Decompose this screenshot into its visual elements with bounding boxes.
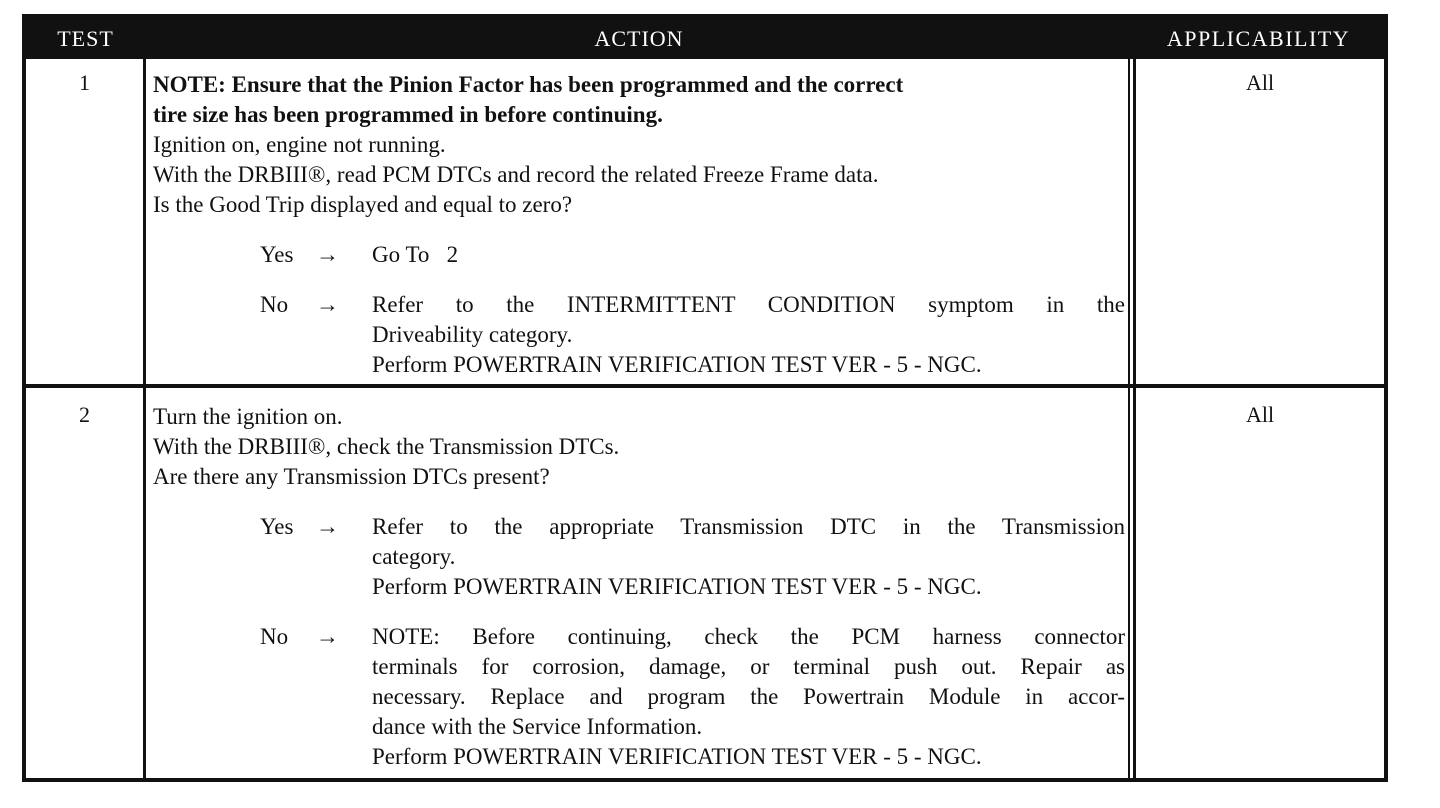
- applicability-1: All: [1245, 70, 1275, 95]
- no-label: No: [260, 624, 289, 649]
- arrow-icon: →: [316, 242, 339, 267]
- note-line: tire size has been programmed in before continuing.: [153, 102, 663, 127]
- action-cell-1: [153, 70, 1125, 380]
- header-test: TEST: [57, 26, 114, 51]
- yes-response: [260, 512, 1125, 602]
- arrow-icon: →: [316, 624, 339, 649]
- column-divider: [143, 59, 146, 782]
- response-line: Driveability category.: [372, 322, 573, 347]
- question-line: Are there any Transmission DTCs present?: [153, 464, 550, 489]
- response-line: Refer to the INTERMITTENT CONDITION symptom in the: [372, 292, 1125, 317]
- response-line: Go To 2: [372, 242, 459, 267]
- response-line: dance with the Service Information.: [372, 714, 703, 739]
- instruction-line: With the DRBIII®, read PCM DTCs and record the related Freeze Frame data.: [153, 162, 879, 187]
- response-line: necessary. Replace and program the Powertrain Module in accor-: [372, 684, 1125, 709]
- header-action: ACTION: [594, 26, 684, 51]
- response-line: terminals for corrosion, damage, or terminal push out. Repair as: [372, 654, 1125, 679]
- instruction-line: With the DRBIII®, check the Transmission DTCs.: [153, 434, 620, 459]
- column-divider: [1128, 59, 1130, 782]
- arrow-icon: →: [316, 292, 339, 317]
- row-divider: [26, 384, 1384, 388]
- no-response: [260, 622, 1125, 772]
- yes-label: Yes: [260, 514, 294, 539]
- test-number-1: 1: [79, 70, 90, 95]
- response-line: NOTE: Before continuing, check the PCM harness connector: [372, 624, 1125, 649]
- response-line: category.: [372, 544, 456, 569]
- action-cell-2: [153, 402, 1125, 772]
- question-line: Is the Good Trip displayed and equal to zero?: [153, 192, 573, 217]
- instruction-line: Ignition on, engine not running.: [153, 132, 446, 157]
- no-response: [260, 290, 1125, 380]
- instruction-line: Turn the ignition on.: [153, 404, 343, 429]
- header-applicability: APPLICABILITY: [1166, 26, 1351, 51]
- yes-label: Yes: [260, 242, 294, 267]
- response-line: Perform POWERTRAIN VERIFICATION TEST VER - 5 - NGC.: [372, 574, 982, 599]
- arrow-icon: →: [316, 514, 339, 539]
- applicability-2: All: [1245, 402, 1275, 427]
- test-number-2: 2: [79, 402, 90, 427]
- response-line: Refer to the appropriate Transmission DTC in the Transmission: [372, 514, 1125, 539]
- yes-response: [260, 240, 1125, 270]
- note-line: NOTE: Ensure that the Pinion Factor has been programmed and the correct: [153, 72, 904, 97]
- response-line: Perform POWERTRAIN VERIFICATION TEST VER - 5 - NGC.: [372, 744, 982, 769]
- diagnostic-table: [22, 14, 1388, 782]
- response-line: Perform POWERTRAIN VERIFICATION TEST VER - 5 - NGC.: [372, 352, 982, 377]
- no-label: No: [260, 292, 289, 317]
- table-header: [26, 18, 1384, 59]
